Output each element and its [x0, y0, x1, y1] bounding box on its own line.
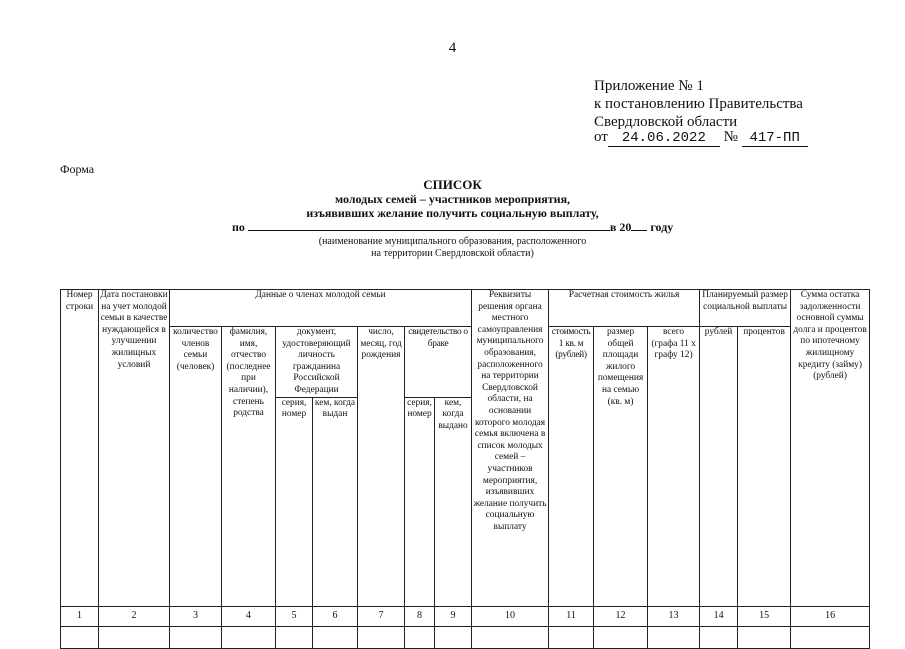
empty-cell: [700, 626, 738, 648]
year-blank: [631, 221, 647, 231]
header-identity-doc: документ, удостоверяющий личность гражданина Российской Федерации: [276, 327, 358, 398]
column-number-9: 9: [435, 606, 472, 626]
header-row-number: Номер строки: [61, 290, 99, 607]
column-number-16: 16: [791, 606, 870, 626]
column-number-7: 7: [358, 606, 405, 626]
column-number-6: 6: [313, 606, 358, 626]
empty-cell: [472, 626, 549, 648]
empty-cell: [648, 626, 700, 648]
header-cost-per-m2: стоимость 1 кв. м (рублей): [549, 327, 594, 607]
header-debt-balance: Сумма остатка задолженности основной суммы долга и процентов по ипотечному жилищному кредиту (займу) (рублей): [791, 290, 870, 607]
header-area: размер общей площади жилого помещения на семью (кв. м): [594, 327, 648, 607]
column-number-8: 8: [405, 606, 435, 626]
header-doc-issued-by: кем, когда выдан: [313, 397, 358, 606]
column-number-11: 11: [549, 606, 594, 626]
empty-cell: [405, 626, 435, 648]
header-birth-date: число, месяц, год рождения: [358, 327, 405, 607]
decree-number: 417-ПП: [742, 131, 808, 147]
column-number-1: 1: [61, 606, 99, 626]
appendix-line-1: Приложение № 1: [594, 78, 704, 94]
form-label: Форма: [60, 162, 95, 176]
appendix-line-3: Свердловской области: [594, 114, 738, 130]
territory-note-1: (наименование муниципального образования, расположенного: [318, 236, 587, 247]
header-date-registered: Дата постановки на учет молодой семьи в качестве нуждающейся в улучшении жилищных условий: [99, 290, 170, 607]
appendix-line-2: к постановлению Правительства: [594, 96, 803, 112]
family-list-table: [60, 289, 870, 649]
header-doc-series: серия, номер: [276, 397, 313, 606]
header-estimated-cost: Расчетная стоимость жилья: [549, 290, 700, 327]
from-label: от: [594, 129, 608, 145]
decree-date: 24.06.2022: [608, 131, 720, 147]
page-number: 4: [448, 40, 457, 56]
header-rubles: рублей: [700, 327, 738, 607]
empty-cell: [61, 626, 99, 648]
empty-cell: [170, 626, 222, 648]
header-percent: процентов: [738, 327, 791, 607]
column-number-2: 2: [99, 606, 170, 626]
header-planned-payment: Планируемый размер социальной выплаты: [700, 290, 791, 327]
column-number-12: 12: [594, 606, 648, 626]
appendix-date-number: [594, 128, 808, 147]
empty-cell: [358, 626, 405, 648]
empty-cell: [222, 626, 276, 648]
header-marriage-cert: свидетельство о браке: [405, 327, 472, 398]
header-total: всего (графа 11 х графу 12): [648, 327, 700, 607]
empty-cell: [594, 626, 648, 648]
column-number-4: 4: [222, 606, 276, 626]
territory-line: [232, 220, 673, 235]
empty-cell: [99, 626, 170, 648]
list-subtitle-2: изъявивших желание получить социальную выплату,: [306, 206, 599, 220]
column-number-13: 13: [648, 606, 700, 626]
empty-cell: [435, 626, 472, 648]
empty-cell: [549, 626, 594, 648]
header-cert-issued-by: кем, когда выдано: [435, 397, 472, 606]
header-family-count: количество членов семьи (человек): [170, 327, 222, 607]
empty-cell: [313, 626, 358, 648]
column-number-3: 3: [170, 606, 222, 626]
header-family-data: Данные о членах молодой семьи: [170, 290, 472, 327]
column-number-10: 10: [472, 606, 549, 626]
list-title: СПИСОК: [423, 177, 482, 192]
empty-cell: [738, 626, 791, 648]
empty-data-row: [61, 626, 870, 648]
territory-prefix: по: [232, 220, 245, 234]
territory-note-2: на территории Свердловской области): [371, 248, 534, 259]
list-subtitle-1: молодых семей – участников мероприятия,: [334, 192, 571, 206]
column-number-5: 5: [276, 606, 313, 626]
header-cert-series: серия, номер: [405, 397, 435, 606]
header-full-name: фамилия, имя, отчество (последнее при наличии), степень родства: [222, 327, 276, 607]
year-suffix: году: [650, 220, 674, 234]
column-number-15: 15: [738, 606, 791, 626]
year-prefix: в 20: [609, 220, 632, 234]
header-decision-details: Реквизиты решения органа местного самоуправления муниципального образования, расположенного на территории Свердловской области, на основании которого молодая семья включена в список молодых семей – участников мероприятия, изъявивших желание получить социальную выплату: [472, 290, 549, 607]
territory-blank: [248, 221, 610, 231]
empty-cell: [791, 626, 870, 648]
number-label: №: [723, 129, 738, 145]
empty-cell: [276, 626, 313, 648]
column-number-14: 14: [700, 606, 738, 626]
